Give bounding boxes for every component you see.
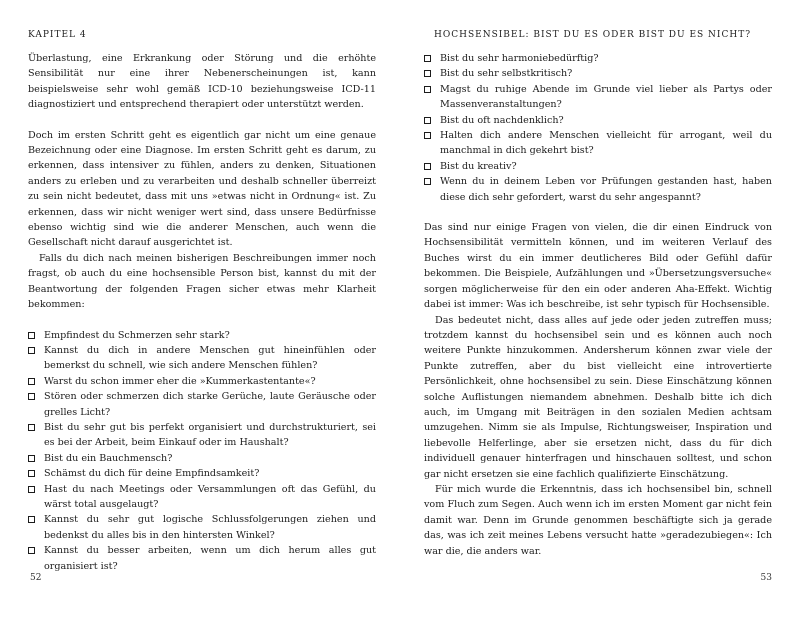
- question-checklist: [28, 328, 376, 575]
- checklist-item: [28, 374, 376, 389]
- checkbox-icon: [424, 55, 431, 62]
- running-head-chapter: KAPITEL 4: [28, 30, 87, 40]
- checkbox-icon: [28, 516, 35, 523]
- checklist-item-text: Stören oder schmerzen dich starke Gerüche, laute Geräusche oder grelles Licht?: [44, 391, 376, 418]
- checklist-item: [28, 466, 376, 481]
- checklist-item-text: Kannst du sehr gut logische Schlussfolgerungen ziehen und bedenkst du alles bis in den hintersten Winkel?: [44, 514, 376, 541]
- running-head-section: HOCHSENSIBEL: BIST DU ES ODER BIST DU ES NICHT?: [434, 30, 752, 40]
- checkbox-icon: [424, 132, 431, 139]
- paragraph: Überlastung, eine Erkrankung oder Störung und die erhöhte Sensibilität nur eine ihrer Nebenerscheinungen ist, kann beispielsweise sehr wohl gemäß ICD-10 beziehungsweise ICD-11 diagnostiziert und entsprechend therapiert oder unterstützt werden.: [28, 53, 376, 111]
- checklist-item: [28, 389, 376, 420]
- paragraph: Das sind nur einige Fragen von vielen, die dir einen Eindruck von Hochsensibilität vermitteln können, und im weiteren Verlauf des Buches wirst du ein immer deutlicheres Bild oder Gefühl dafür bekommen. Die Beispiele, Aufzählungen und »Übersetzungsversuche« sorgen möglicherweise für den ein oder anderen Aha-Effekt. Wichtig dabei ist immer: Was ich beschreibe, ist sehr typisch für Hochsensible.: [424, 222, 772, 311]
- checklist-item-text: Warst du schon immer eher die »Kummerkastentante«?: [44, 375, 316, 387]
- left-body-text: [28, 51, 376, 574]
- checklist-item: [28, 328, 376, 343]
- checklist-item-text: Hast du nach Meetings oder Versammlungen oft das Gefühl, du wärst total ausgelaugt?: [44, 483, 376, 510]
- checkbox-icon: [424, 86, 431, 93]
- checklist-item: [28, 343, 376, 374]
- checklist-item: [424, 113, 772, 128]
- paragraph: Falls du dich nach meinen bisherigen Beschreibungen immer noch fragst, ob auch du eine hochsensible Person bist, kannst du mit der Beantwortung der folgenden Fragen sicher etwas mehr Klarheit bekommen:: [28, 252, 376, 311]
- checklist-item: [28, 512, 376, 543]
- checklist-item: [424, 159, 772, 174]
- checkbox-icon: [28, 470, 35, 477]
- question-checklist: [424, 51, 772, 205]
- checkbox-icon: [28, 378, 35, 385]
- right-page: [424, 0, 772, 622]
- checklist-item: [28, 543, 376, 574]
- checkbox-icon: [28, 424, 35, 431]
- checklist-item: [424, 82, 772, 113]
- paragraph: Doch im ersten Schritt geht es eigentlich gar nicht um eine genaue Bezeichnung oder eine Diagnose. Im ersten Schritt geht es darum, zu erkennen, dass intensiver zu fühlen, anders zu denken, Situationen anders zu erleben und zu verarbeiten und deshalb schneller überreizt zu sein nicht bedeutet, dass mit uns »etwas nicht in Ordnung« ist. Zu erkennen, dass wir nicht weniger wert sind, dass unsere Bedürfnisse ebenso wichtig sind wie die anderer Menschen, auch wenn die Gesellschaft nicht darauf ausgerichtet ist.: [28, 129, 376, 249]
- checklist-item: [28, 420, 376, 451]
- checkbox-icon: [28, 393, 35, 400]
- checklist-item-text: Halten dich andere Menschen vielleicht für arrogant, weil du manchmal in dich gekehrt bist?: [440, 130, 772, 157]
- checklist-item: [424, 51, 772, 66]
- checklist-item: [424, 128, 772, 159]
- checklist-item: [424, 66, 772, 81]
- checkbox-icon: [424, 163, 431, 170]
- checklist-item-text: Magst du ruhige Abende im Grunde viel lieber als Partys oder Massenveranstaltungen?: [440, 83, 772, 111]
- checkbox-icon: [424, 117, 431, 124]
- checklist-item-text: Bist du sehr harmoniebedürftig?: [440, 53, 599, 64]
- checkbox-icon: [28, 347, 35, 354]
- paragraph: Das bedeutet nicht, dass alles auf jede oder jeden zutreffen muss; trotzdem kannst du hochsensibel sein und es können auch noch weitere Punkte hinzukommen. Andersherum können zwar viele der Punkte zutreffen, aber du bist vielleicht eine introvertierte Persönlichkeit, ohne hochsensibel zu sein. Diese Einschätzung können solche Auflistungen niemandem abnehmen. Deshalb bitte ich dich auch, im Umgang mit Beiträgen in den sozialen Medien achtsam umzugehen. Nimm sie als Impulse, Richtungsweiser, Inspiration und liebevolle Helferlinge, aber sie ersetzen nicht, dass du für dich individuell genauer hinterfragen und hinschauen solltest, und schon gar nicht ersetzen sie eine fachlich qualifizierte Einschätzung.: [424, 314, 772, 480]
- checklist-item-text: Wenn du in deinem Leben vor Prüfungen gestanden hast, haben diese dich sehr gefordert, warst du sehr angespannt?: [440, 176, 772, 203]
- left-page: [28, 0, 376, 622]
- right-body-text: [424, 51, 772, 559]
- checkbox-icon: [424, 70, 431, 77]
- checkbox-icon: [424, 178, 431, 185]
- checklist-item-text: Schämst du dich für deine Empfindsamkeit?: [44, 468, 260, 480]
- checkbox-icon: [28, 547, 35, 554]
- checklist-item-text: Kannst du dich in andere Menschen gut hineinfühlen oder bemerkst du schnell, wie sich andere Menschen fühlen?: [44, 344, 376, 372]
- checklist-item-text: Bist du kreativ?: [440, 160, 517, 172]
- checklist-item: [28, 482, 376, 513]
- page-number: 53: [760, 573, 772, 583]
- checkbox-icon: [28, 455, 35, 462]
- page-number: 52: [30, 573, 42, 583]
- checkbox-icon: [28, 332, 35, 339]
- paragraph: Für mich wurde die Erkenntnis, dass ich hochsensibel bin, schnell vom Fluch zum Segen. Auch wenn ich im ersten Moment gar nicht fein damit war. Denn im Grunde genommen beschäftigte sich ja gerade das, was ich zeit meines Lebens versucht hatte »geradezubiegen«: Ich war die, die anders war.: [424, 483, 772, 557]
- checklist-item: [424, 174, 772, 205]
- checklist-item-text: Bist du sehr selbstkritisch?: [440, 68, 573, 80]
- checkbox-icon: [28, 486, 35, 493]
- checklist-item-text: Empfindest du Schmerzen sehr stark?: [44, 329, 230, 341]
- checklist-item: [28, 451, 376, 466]
- checklist-item-text: Bist du oft nachdenklich?: [440, 114, 564, 126]
- checklist-item-text: Kannst du besser arbeiten, wenn um dich herum alles gut organisiert ist?: [44, 545, 376, 572]
- checklist-item-text: Bist du sehr gut bis perfekt organisiert und durchstrukturiert, sei es bei der Arbeit, beim Einkauf oder im Haushalt?: [44, 421, 376, 449]
- checklist-item-text: Bist du ein Bauchmensch?: [44, 452, 173, 464]
